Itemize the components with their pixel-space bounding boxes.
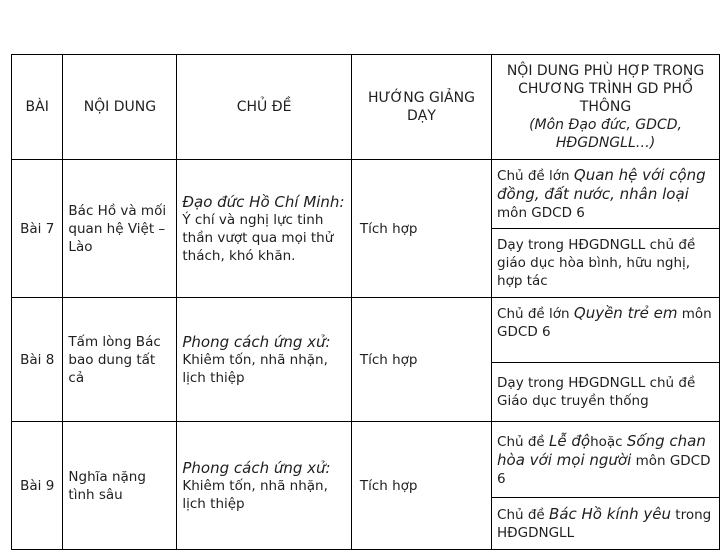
lesson-table [11, 54, 720, 550]
match-suffix: môn GDCD 6 [497, 306, 712, 340]
topic-title: Phong cách ứng xử: [182, 332, 331, 351]
header-method: HƯỚNG GIẢNG DẠY [351, 55, 491, 160]
lesson-method: Tích hợp [351, 298, 491, 422]
lesson-content: Bác Hồ và mối quan hệ Việt – Lào [63, 160, 177, 298]
header-match [492, 55, 720, 160]
match-prefix: Chủ đề lớn [497, 168, 574, 184]
lesson-topic [177, 298, 351, 422]
header-content: NỘI DUNG [63, 55, 177, 160]
match-highlight: Bác Hồ kính yêu [549, 505, 672, 524]
lesson-topic [177, 160, 351, 298]
topic-title: Đạo đức Hồ Chí Minh: [182, 192, 345, 211]
match-item [492, 422, 720, 498]
lesson-content: Tấm lòng Bác bao dung tất cả [63, 298, 177, 422]
match-prefix: Dạy trong HĐGDNGLL chủ đề Giáo dục truyền thống [497, 374, 696, 409]
lesson-method: Tích hợp [351, 422, 491, 550]
match-highlight: Quan hệ với cộng đồng, đất nước, nhân loại [497, 166, 706, 203]
header-topic: CHỦ ĐỀ [177, 55, 351, 160]
topic-desc: Khiêm tốn, nhã nhặn, lịch thiệp [182, 351, 328, 386]
lesson-number: Bài 7 [12, 160, 63, 298]
topic-title: Phong cách ứng xử: [182, 458, 331, 477]
lesson-number: Bài 9 [12, 422, 63, 550]
match-suffix: trong HĐGDNGLL [497, 507, 712, 542]
header-match-note: (Môn Đạo đức, GDCD, HĐGDNGLL…) [529, 117, 682, 151]
table-row [12, 422, 720, 498]
table-row [12, 298, 720, 363]
match-prefix: Chủ đề [497, 507, 550, 524]
header-match-title: NỘI DUNG PHÙ HỢP TRONG CHƯƠNG TRÌNH GD PHỔ THÔNG [506, 63, 705, 115]
header-lesson: BÀI [12, 55, 63, 160]
match-item [492, 298, 720, 363]
match-prefix: Chủ đề [497, 433, 550, 450]
header-row [12, 55, 720, 160]
lesson-method: Tích hợp [351, 160, 491, 298]
match-highlight-2: Sống chan hòa với mọi người [497, 431, 706, 469]
match-suffix: môn GDCD 6 [497, 205, 585, 221]
match-prefix: Dạy trong HĐGDNGLL chủ đề giáo dục hòa bình, hữu nghị, hợp tác [497, 237, 696, 289]
match-mid: hoặc [590, 433, 627, 450]
topic-desc: Khiêm tốn, nhã nhặn, lịch thiệp [182, 477, 328, 512]
topic-desc: Ý chí và nghị lực tinh thần vượt qua mọi thử thách, khó khăn. [182, 211, 334, 264]
lesson-content: Nghĩa nặng tình sâu [63, 422, 177, 550]
match-item [492, 229, 720, 298]
lesson-topic [177, 422, 351, 550]
match-highlight: Lễ độ [549, 431, 591, 450]
match-prefix: Chủ đề lớn [497, 306, 574, 322]
match-highlight: Quyền trẻ em [573, 304, 678, 322]
lesson-number: Bài 8 [12, 298, 63, 422]
match-item [492, 160, 720, 229]
table-row [12, 160, 720, 229]
match-item [492, 362, 720, 421]
match-suffix: môn GDCD 6 [497, 452, 711, 487]
match-item [492, 498, 720, 550]
